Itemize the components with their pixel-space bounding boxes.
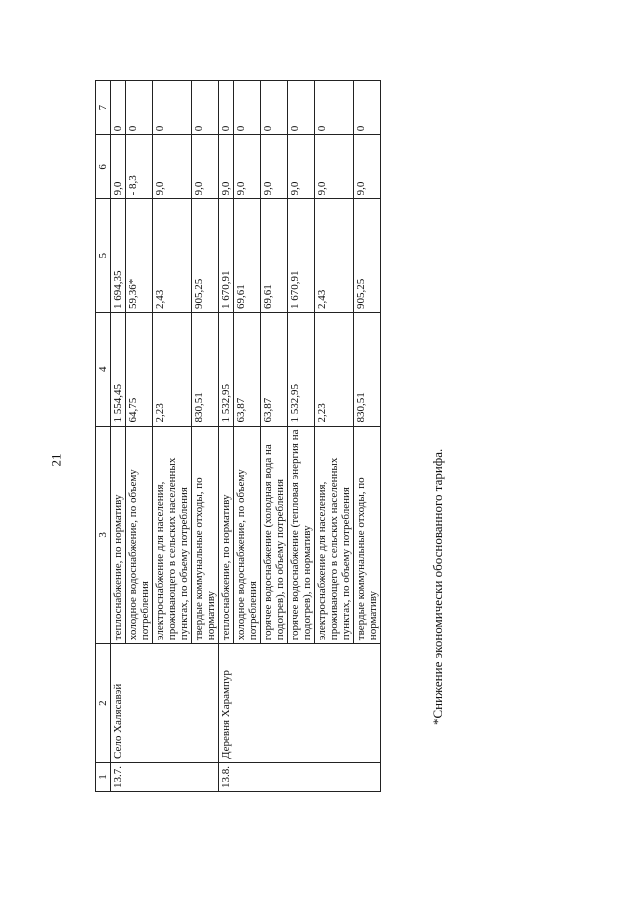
growth-cell: - 8,3 bbox=[126, 135, 153, 199]
header-row bbox=[96, 81, 111, 792]
growth-cell: 9,0 bbox=[315, 135, 354, 199]
growth-cell: 9,0 bbox=[111, 135, 126, 199]
footnote: *Снижение экономически обоснованного тарифа. bbox=[430, 448, 445, 725]
header-cell: 7 bbox=[96, 81, 111, 135]
service-cell: теплоснабжение, по нормативу bbox=[219, 426, 234, 644]
header-cell: 5 bbox=[96, 199, 111, 313]
col7-cell: 0 bbox=[153, 81, 192, 135]
table-row bbox=[219, 81, 234, 792]
tariff-old-cell: 63,87 bbox=[234, 312, 261, 426]
header-cell: 4 bbox=[96, 312, 111, 426]
col7-cell: 0 bbox=[234, 81, 261, 135]
col7-cell: 0 bbox=[192, 81, 219, 135]
row-number-cell: 13.7. bbox=[111, 763, 219, 792]
col7-cell: 0 bbox=[354, 81, 381, 135]
tariff-old-cell: 1 532,95 bbox=[219, 312, 234, 426]
service-cell: твердые коммунальные отходы, по нормативу bbox=[192, 426, 219, 644]
settlement-name-cell: Село Халясавэй bbox=[111, 644, 219, 763]
col7-cell: 0 bbox=[261, 81, 288, 135]
tariff-table bbox=[95, 80, 381, 792]
service-cell: горячее водоснабжение (тепловая энергия на подогрев), по нормативу bbox=[288, 426, 315, 644]
tariff-new-cell: 2,43 bbox=[315, 199, 354, 313]
tariff-new-cell: 1 694,35 bbox=[111, 199, 126, 313]
header-cell: 1 bbox=[96, 763, 111, 792]
growth-cell: 9,0 bbox=[261, 135, 288, 199]
tariff-new-cell: 2,43 bbox=[153, 199, 192, 313]
service-cell: электроснабжение для населения, проживающего в сельских населенных пунктах, по объему потребления bbox=[153, 426, 192, 644]
tariff-old-cell: 2,23 bbox=[153, 312, 192, 426]
tariff-old-cell: 1 554,45 bbox=[111, 312, 126, 426]
growth-cell: 9,0 bbox=[192, 135, 219, 199]
header-cell: 6 bbox=[96, 135, 111, 199]
tariff-new-cell: 59,36* bbox=[126, 199, 153, 313]
col7-cell: 0 bbox=[111, 81, 126, 135]
page-number: 21 bbox=[48, 453, 64, 467]
table-row bbox=[111, 81, 126, 792]
col7-cell: 0 bbox=[315, 81, 354, 135]
growth-cell: 9,0 bbox=[219, 135, 234, 199]
growth-cell: 9,0 bbox=[234, 135, 261, 199]
col7-cell: 0 bbox=[126, 81, 153, 135]
tariff-new-cell: 1 670,91 bbox=[219, 199, 234, 313]
tariff-old-cell: 1 532,95 bbox=[288, 312, 315, 426]
tariff-new-cell: 905,25 bbox=[192, 199, 219, 313]
tariff-new-cell: 69,61 bbox=[261, 199, 288, 313]
service-cell: электроснабжение для населения, проживающего в сельских населенных пунктах, по объему потребления bbox=[315, 426, 354, 644]
tariff-new-cell: 905,25 bbox=[354, 199, 381, 313]
settlement-name-cell: Деревня Харампур bbox=[219, 644, 381, 763]
tariff-old-cell: 64,75 bbox=[126, 312, 153, 426]
tariff-old-cell: 2,23 bbox=[315, 312, 354, 426]
tariff-new-cell: 69,61 bbox=[234, 199, 261, 313]
growth-cell: 9,0 bbox=[354, 135, 381, 199]
header-cell: 2 bbox=[96, 644, 111, 763]
tariff-old-cell: 63,87 bbox=[261, 312, 288, 426]
header-cell: 3 bbox=[96, 426, 111, 644]
service-cell: холодное водоснабжение, по объему потребления bbox=[234, 426, 261, 644]
tariff-old-cell: 830,51 bbox=[192, 312, 219, 426]
tariff-old-cell: 830,51 bbox=[354, 312, 381, 426]
col7-cell: 0 bbox=[219, 81, 234, 135]
service-cell: холодное водоснабжение, по объему потребления bbox=[126, 426, 153, 644]
service-cell: твердые коммунальные отходы, по нормативу bbox=[354, 426, 381, 644]
growth-cell: 9,0 bbox=[153, 135, 192, 199]
tariff-new-cell: 1 670,91 bbox=[288, 199, 315, 313]
growth-cell: 9,0 bbox=[288, 135, 315, 199]
service-cell: горячее водоснабжение (холодная вода на подогрев), по объему потребления bbox=[261, 426, 288, 644]
rotated-table-wrapper bbox=[95, 80, 381, 792]
service-cell: теплоснабжение, по нормативу bbox=[111, 426, 126, 644]
col7-cell: 0 bbox=[288, 81, 315, 135]
row-number-cell: 13.8. bbox=[219, 763, 381, 792]
